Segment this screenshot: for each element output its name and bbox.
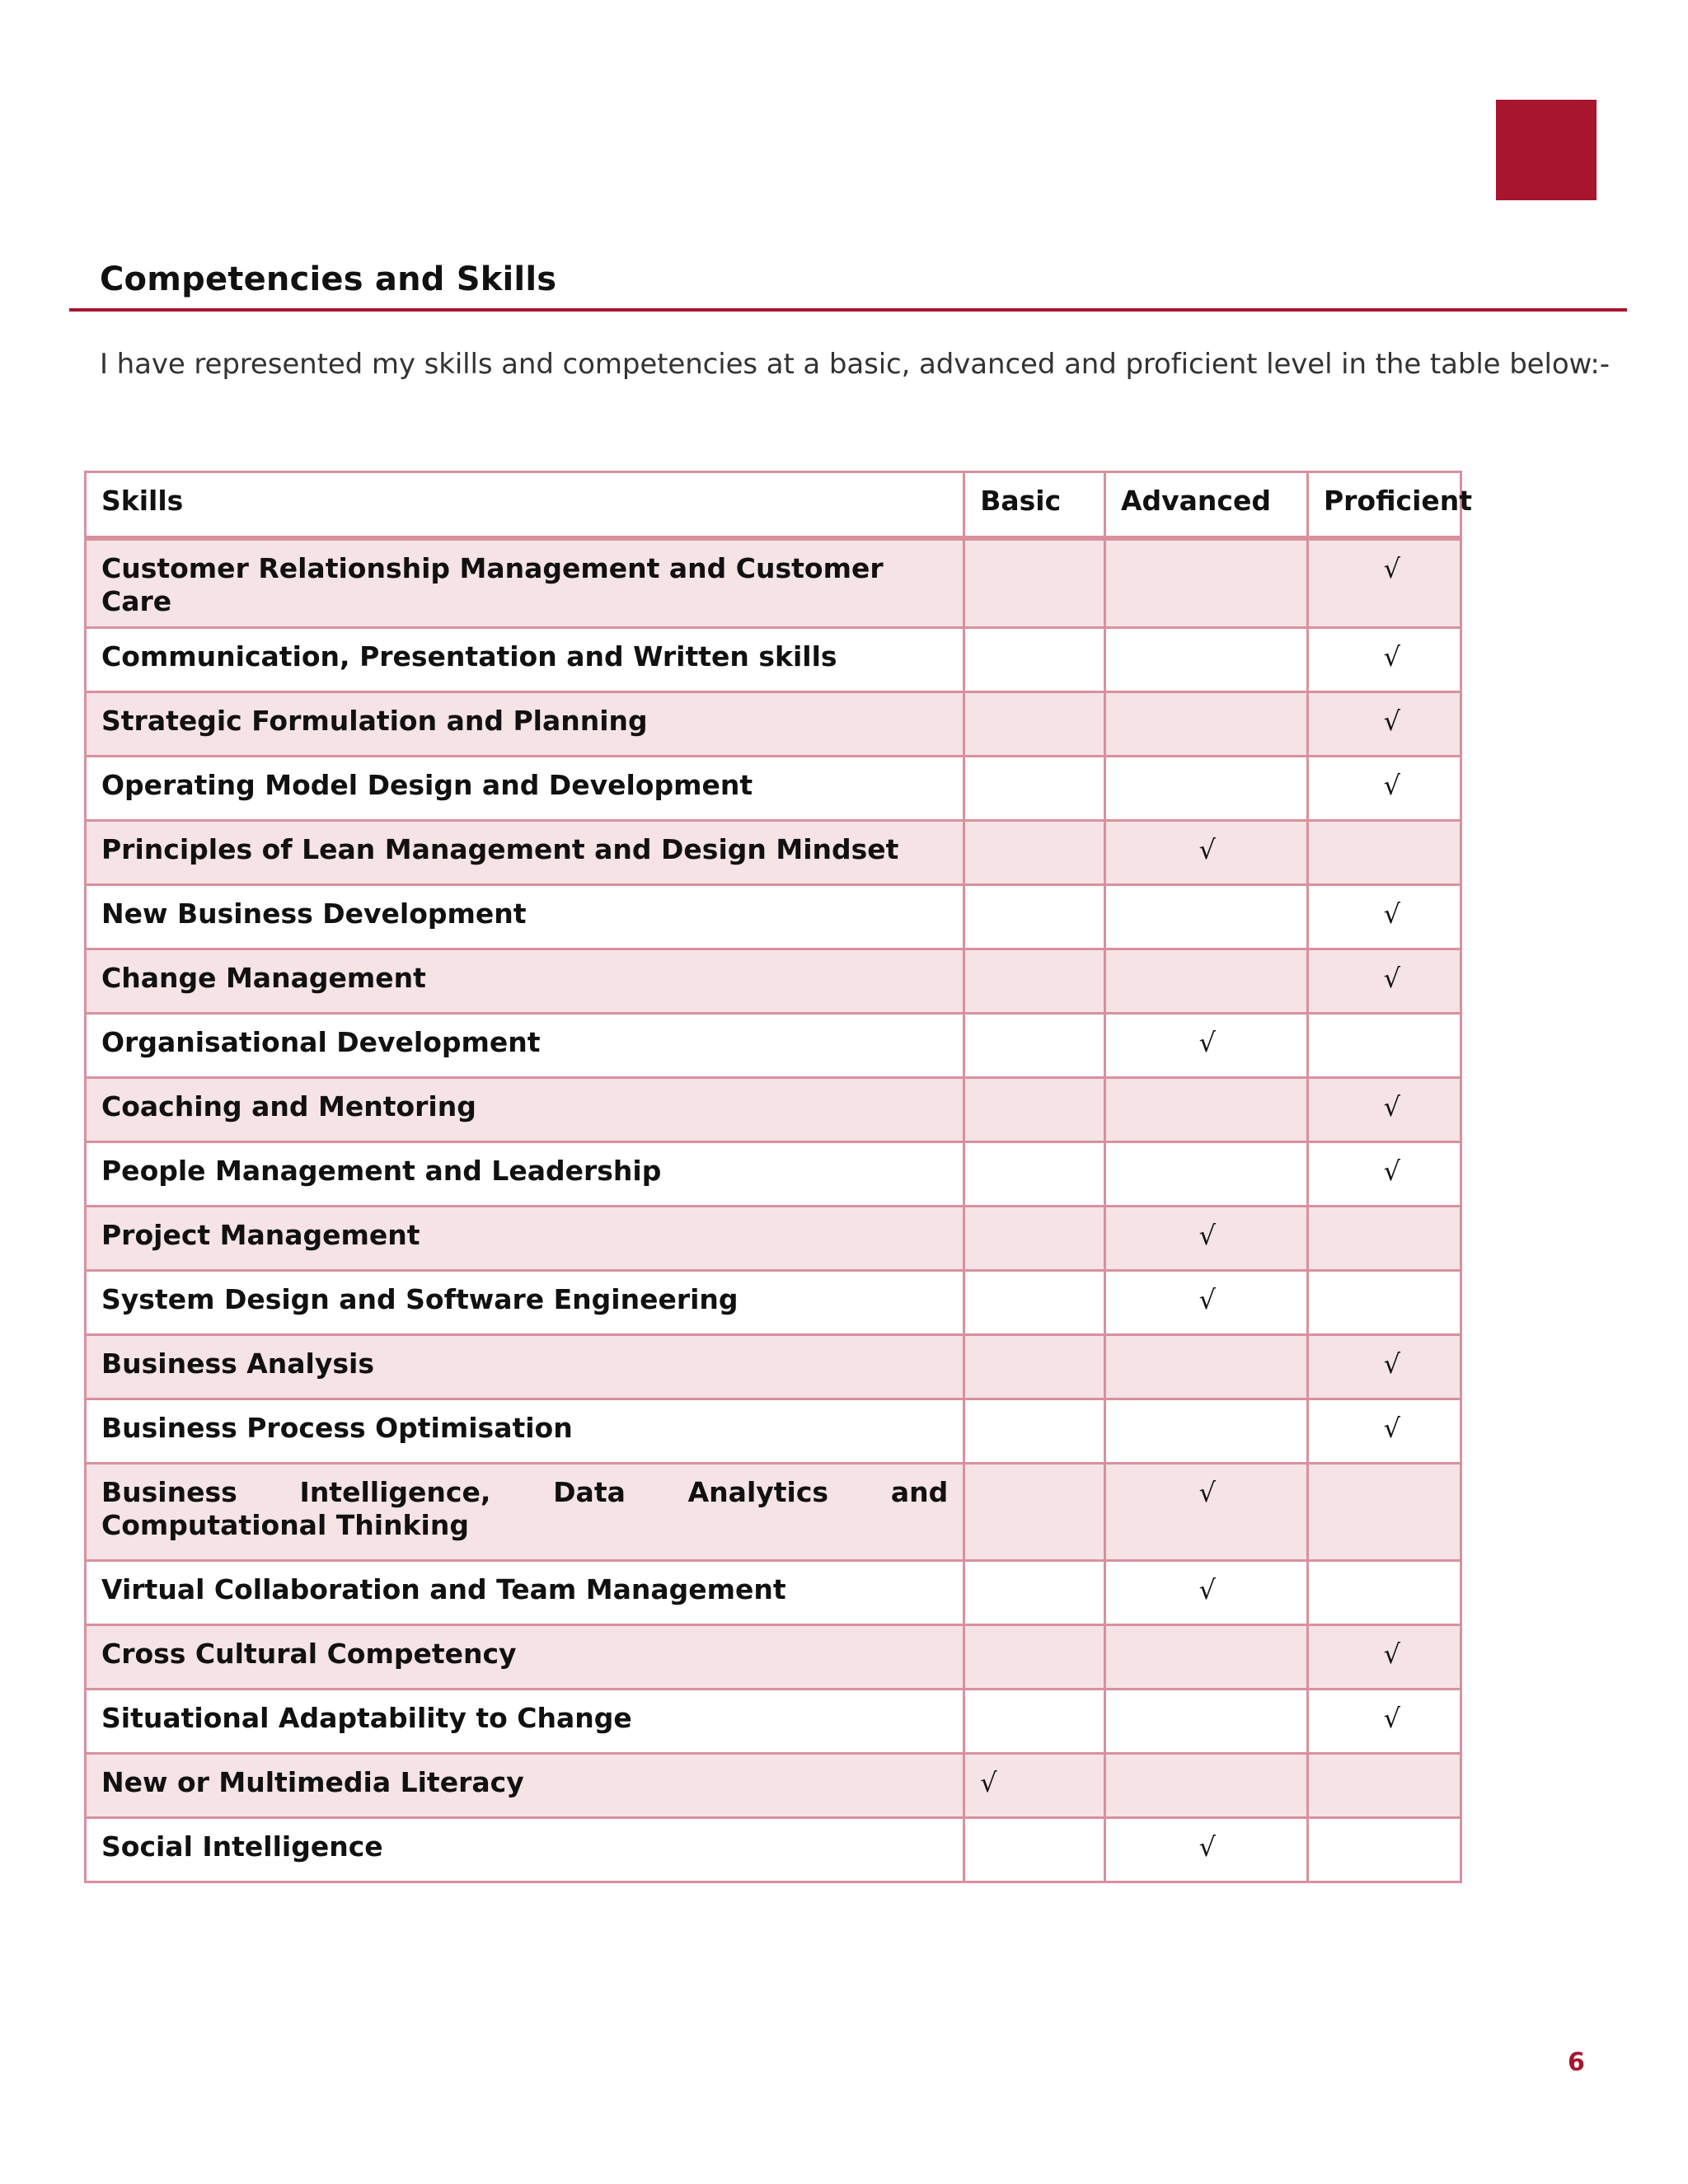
check-mark-icon: √ xyxy=(1383,1155,1400,1187)
level-cell-basic xyxy=(964,821,1105,885)
level-cell-advanced xyxy=(1104,1014,1307,1078)
level-cell-advanced xyxy=(1104,1561,1307,1625)
table-row xyxy=(86,692,1461,757)
level-cell-basic xyxy=(964,538,1105,628)
table-row xyxy=(86,1014,1461,1078)
check-mark-icon: √ xyxy=(1383,1348,1400,1380)
level-cell-advanced xyxy=(1104,1335,1307,1399)
check-mark-icon: √ xyxy=(1198,1831,1216,1863)
level-cell-proficient xyxy=(1307,538,1461,628)
level-cell-proficient xyxy=(1307,1078,1461,1142)
check-mark-icon: √ xyxy=(1383,770,1400,801)
table-row xyxy=(86,757,1461,821)
level-cell-basic xyxy=(964,1818,1105,1882)
table-row xyxy=(86,1754,1461,1818)
level-cell-advanced xyxy=(1104,885,1307,949)
table-row xyxy=(86,1690,1461,1754)
level-cell-advanced xyxy=(1104,1271,1307,1335)
table-row xyxy=(86,1078,1461,1142)
level-cell-proficient xyxy=(1307,1561,1461,1625)
level-cell-advanced xyxy=(1104,1818,1307,1882)
skill-name: New Business Development xyxy=(86,885,964,949)
level-cell-basic xyxy=(964,1271,1105,1335)
table-row xyxy=(86,1464,1461,1561)
level-cell-proficient xyxy=(1307,1818,1461,1882)
level-cell-basic xyxy=(964,757,1105,821)
skill-name: Communication, Presentation and Written skills xyxy=(86,628,964,692)
level-cell-basic xyxy=(964,949,1105,1014)
column-header-basic: Basic xyxy=(964,472,1105,539)
check-mark-icon: √ xyxy=(1198,834,1216,865)
table-row xyxy=(86,1207,1461,1271)
table-row xyxy=(86,1818,1461,1882)
check-mark-icon: √ xyxy=(1198,1220,1216,1251)
title-divider xyxy=(69,308,1627,312)
skill-name: Virtual Collaboration and Team Management xyxy=(86,1561,964,1625)
level-cell-advanced xyxy=(1104,1464,1307,1561)
skill-name: Organisational Development xyxy=(86,1014,964,1078)
skill-name: Customer Relationship Management and Customer Care xyxy=(86,538,964,628)
intro-text: I have represented my skills and competencies at a basic, advanced and proficient level in the table below:- xyxy=(100,348,1610,381)
check-mark-icon: √ xyxy=(1383,1413,1400,1444)
table-header-row xyxy=(86,472,1461,539)
skill-name: Business Analysis xyxy=(86,1335,964,1399)
level-cell-proficient xyxy=(1307,1142,1461,1207)
skill-name: Strategic Formulation and Planning xyxy=(86,692,964,757)
section-title: Competencies and Skills xyxy=(100,260,557,298)
level-cell-basic xyxy=(964,1464,1105,1561)
skill-name: Change Management xyxy=(86,949,964,1014)
table-row xyxy=(86,1142,1461,1207)
skill-name: Situational Adaptability to Change xyxy=(86,1690,964,1754)
table-row xyxy=(86,1561,1461,1625)
level-cell-proficient xyxy=(1307,1335,1461,1399)
check-mark-icon: √ xyxy=(1383,1091,1400,1122)
level-cell-basic xyxy=(964,1078,1105,1142)
table-row xyxy=(86,628,1461,692)
check-mark-icon: √ xyxy=(980,1767,997,1798)
level-cell-proficient xyxy=(1307,1690,1461,1754)
check-mark-icon: √ xyxy=(1383,705,1400,737)
level-cell-proficient xyxy=(1307,757,1461,821)
table-row xyxy=(86,949,1461,1014)
level-cell-advanced xyxy=(1104,821,1307,885)
level-cell-basic xyxy=(964,1142,1105,1207)
skill-name: System Design and Software Engineering xyxy=(86,1271,964,1335)
check-mark-icon: √ xyxy=(1383,1703,1400,1734)
level-cell-proficient xyxy=(1307,821,1461,885)
level-cell-basic xyxy=(964,885,1105,949)
skill-name: People Management and Leadership xyxy=(86,1142,964,1207)
check-mark-icon: √ xyxy=(1198,1027,1216,1058)
level-cell-proficient xyxy=(1307,1399,1461,1464)
check-mark-icon: √ xyxy=(1383,963,1400,994)
table-row xyxy=(86,1625,1461,1690)
check-mark-icon: √ xyxy=(1383,641,1400,673)
level-cell-proficient xyxy=(1307,1271,1461,1335)
skills-table-body xyxy=(86,538,1461,1882)
table-row xyxy=(86,538,1461,628)
column-header-advanced: Advanced xyxy=(1104,472,1307,539)
check-mark-icon: √ xyxy=(1383,898,1400,930)
level-cell-proficient xyxy=(1307,885,1461,949)
level-cell-advanced xyxy=(1104,1690,1307,1754)
table-row xyxy=(86,821,1461,885)
table-row xyxy=(86,1399,1461,1464)
table-row xyxy=(86,1271,1461,1335)
level-cell-basic xyxy=(964,1690,1105,1754)
check-mark-icon: √ xyxy=(1198,1574,1216,1605)
level-cell-basic xyxy=(964,1399,1105,1464)
level-cell-proficient xyxy=(1307,1464,1461,1561)
page-number: 6 xyxy=(1568,2048,1585,2077)
level-cell-advanced xyxy=(1104,1207,1307,1271)
check-mark-icon: √ xyxy=(1198,1284,1216,1315)
level-cell-proficient xyxy=(1307,1754,1461,1818)
check-mark-icon: √ xyxy=(1383,553,1400,584)
level-cell-advanced xyxy=(1104,1399,1307,1464)
column-header-proficient: Proficient xyxy=(1307,472,1461,539)
level-cell-advanced xyxy=(1104,1142,1307,1207)
table-row xyxy=(86,1335,1461,1399)
level-cell-advanced xyxy=(1104,692,1307,757)
level-cell-basic xyxy=(964,1335,1105,1399)
level-cell-proficient xyxy=(1307,1014,1461,1078)
level-cell-proficient xyxy=(1307,1625,1461,1690)
level-cell-basic xyxy=(964,692,1105,757)
level-cell-basic xyxy=(964,628,1105,692)
level-cell-proficient xyxy=(1307,949,1461,1014)
level-cell-advanced xyxy=(1104,538,1307,628)
skill-name: Cross Cultural Competency xyxy=(86,1625,964,1690)
skill-name: Operating Model Design and Development xyxy=(86,757,964,821)
level-cell-advanced xyxy=(1104,628,1307,692)
skills-table xyxy=(84,471,1473,1883)
level-cell-advanced xyxy=(1104,1625,1307,1690)
skill-name: New or Multimedia Literacy xyxy=(86,1754,964,1818)
check-mark-icon: √ xyxy=(1383,1638,1400,1670)
level-cell-proficient xyxy=(1307,1207,1461,1271)
corner-accent-square xyxy=(1496,100,1597,200)
table-row xyxy=(86,885,1461,949)
level-cell-proficient xyxy=(1307,692,1461,757)
skill-name: Social Intelligence xyxy=(86,1818,964,1882)
level-cell-basic xyxy=(964,1754,1105,1818)
level-cell-basic xyxy=(964,1014,1105,1078)
level-cell-advanced xyxy=(1104,1754,1307,1818)
skill-name: Project Management xyxy=(86,1207,964,1271)
level-cell-basic xyxy=(964,1207,1105,1271)
skill-name: Principles of Lean Management and Design Mindset xyxy=(86,821,964,885)
level-cell-basic xyxy=(964,1561,1105,1625)
level-cell-advanced xyxy=(1104,1078,1307,1142)
level-cell-proficient xyxy=(1307,628,1461,692)
level-cell-advanced xyxy=(1104,757,1307,821)
skill-name: Coaching and Mentoring xyxy=(86,1078,964,1142)
level-cell-basic xyxy=(964,1625,1105,1690)
skill-name: Business Process Optimisation xyxy=(86,1399,964,1464)
level-cell-advanced xyxy=(1104,949,1307,1014)
check-mark-icon: √ xyxy=(1198,1477,1216,1508)
skill-name: Business Intelligence, Data Analytics and Computational Thinking xyxy=(86,1464,964,1561)
column-header-skills: Skills xyxy=(86,472,964,539)
